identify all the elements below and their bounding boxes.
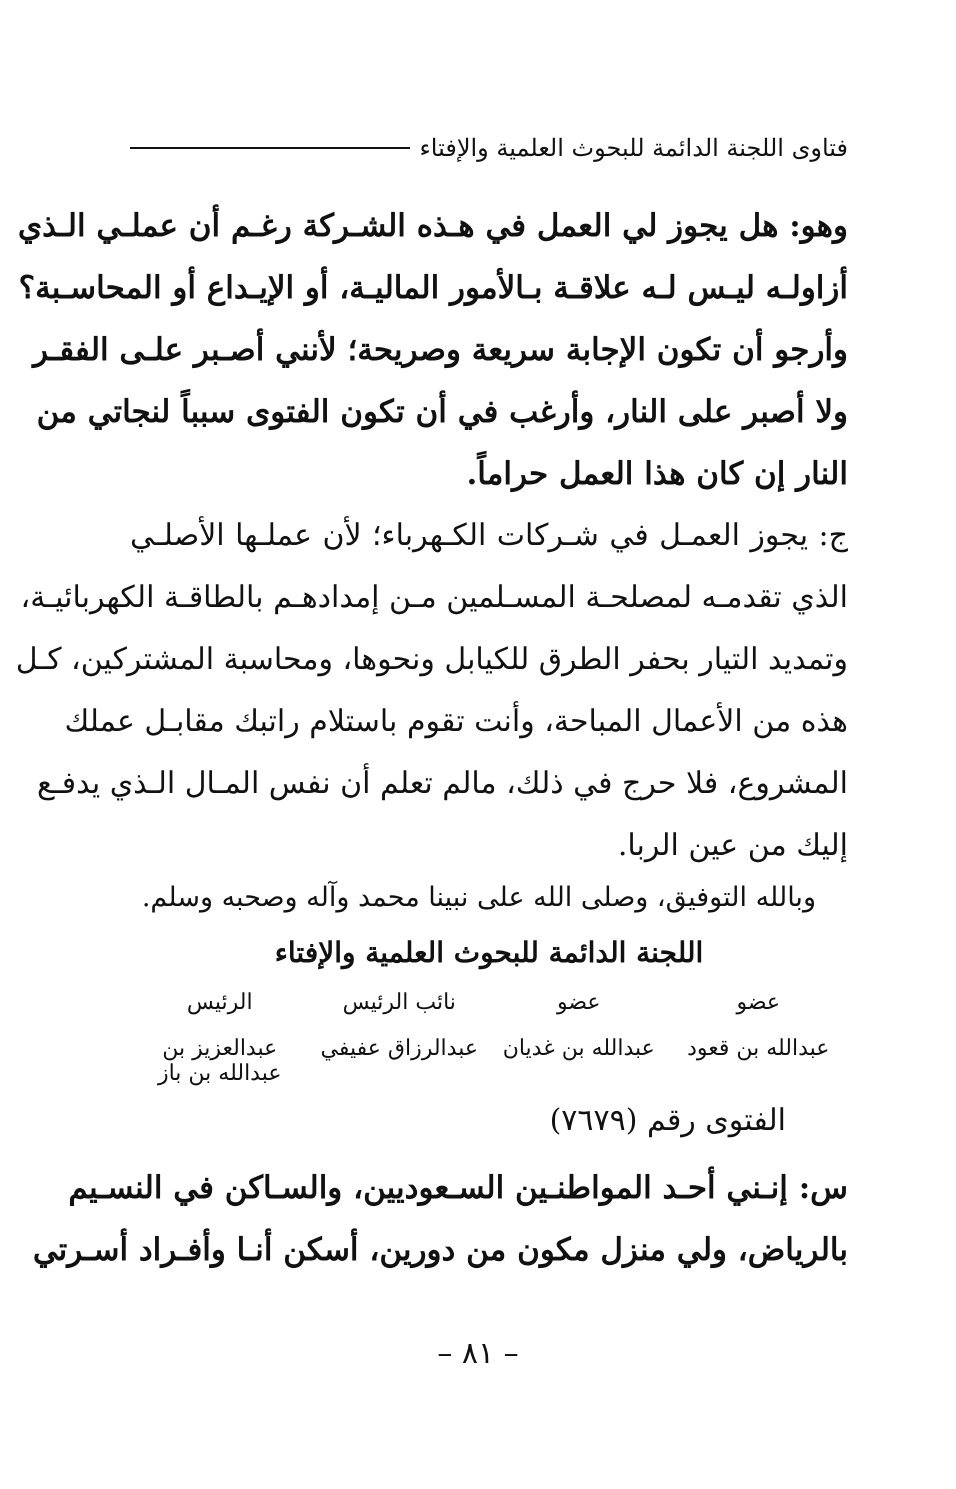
- answer-line: هذه من الأعمال المباحة، وأنت تقوم باستلام راتبك مقابـل عملك: [64, 704, 848, 739]
- signatory-role: عضو: [556, 990, 601, 1015]
- signatory-name: عبدالله بن قعود: [687, 1036, 830, 1061]
- closing-line: وبالله التوفيق، وصلى الله على نبينا محمد وآله وصحبه وسلم.: [141, 882, 816, 913]
- question-line: ولا أصبر على النار، وأرغب في أن تكون الفتوى سبباً لنجاتي من: [36, 394, 848, 430]
- answer-line: ج: يجوز العمـل في شـركات الكـهرباء؛ لأن عملـها الأصلـي: [130, 518, 848, 553]
- question-line: النار إن كان هذا العمل حراماً.: [466, 456, 848, 492]
- next-question-line: بالرياض، ولي منزل مكون من دورين، أسكن أنـا وأفـراد أسـرتي: [32, 1232, 848, 1268]
- signatory-roles: [130, 990, 848, 1015]
- question-line: أزاولـه ليـس لـه علاقـة بـالأمور الماليـة، أو الإيـداع أو المحاسـبة؟: [18, 270, 848, 306]
- signatory-name: عبدالرزاق عفيفي: [320, 1036, 478, 1061]
- signatory-name: عبدالله بن غديان: [502, 1036, 655, 1061]
- signatory-role: الرئيس: [186, 990, 253, 1015]
- answer-line: الذي تقدمـه لمصلحـة المسـلمين مـن إمدادهـم بالطاقـة الكهربائيـة،: [20, 580, 848, 615]
- answer-line: المشروع، فلا حرج في ذلك، مالم تعلم أن نفس المـال الـذي يدفـع: [36, 766, 848, 801]
- question-line: وأرجو أن تكون الإجابة سريعة وصريحة؛ لأنني أصـبر علـى الفقـر: [33, 332, 848, 368]
- question-line: وهو: هل يجوز لي العمل في هـذه الشـركة رغـم أن عملـي الـذي: [17, 208, 848, 244]
- header-title: فتاوى اللجنة الدائمة للبحوث العلمية والإفتاء: [419, 134, 848, 162]
- signatory-role: نائب الرئيس: [342, 990, 456, 1015]
- header-rule: [130, 147, 410, 149]
- fatwa-number: الفتوى رقم (٧٦٧٩): [549, 1103, 786, 1138]
- answer-line: وتمديد التيار بحفر الطرق للكيابل ونحوها، ومحاسبة المشتركين، كـل: [15, 642, 848, 677]
- answer-line: إليك من عين الربا.: [617, 828, 848, 863]
- next-question-line: س: إنـني أحـد المواطنـين السـعوديين، والسـاكن في النسـيم: [68, 1170, 848, 1206]
- signatory-role: عضو: [736, 990, 781, 1015]
- committee-name: اللجنة الدائمة للبحوث العلمية والإفتاء: [274, 936, 704, 969]
- page-number: – ٨١ –: [437, 1336, 519, 1371]
- signatory-name: عبدالعزيز بن عبدالله بن باز: [157, 1036, 282, 1086]
- running-header: [130, 128, 848, 168]
- signatory-names: [130, 1036, 848, 1086]
